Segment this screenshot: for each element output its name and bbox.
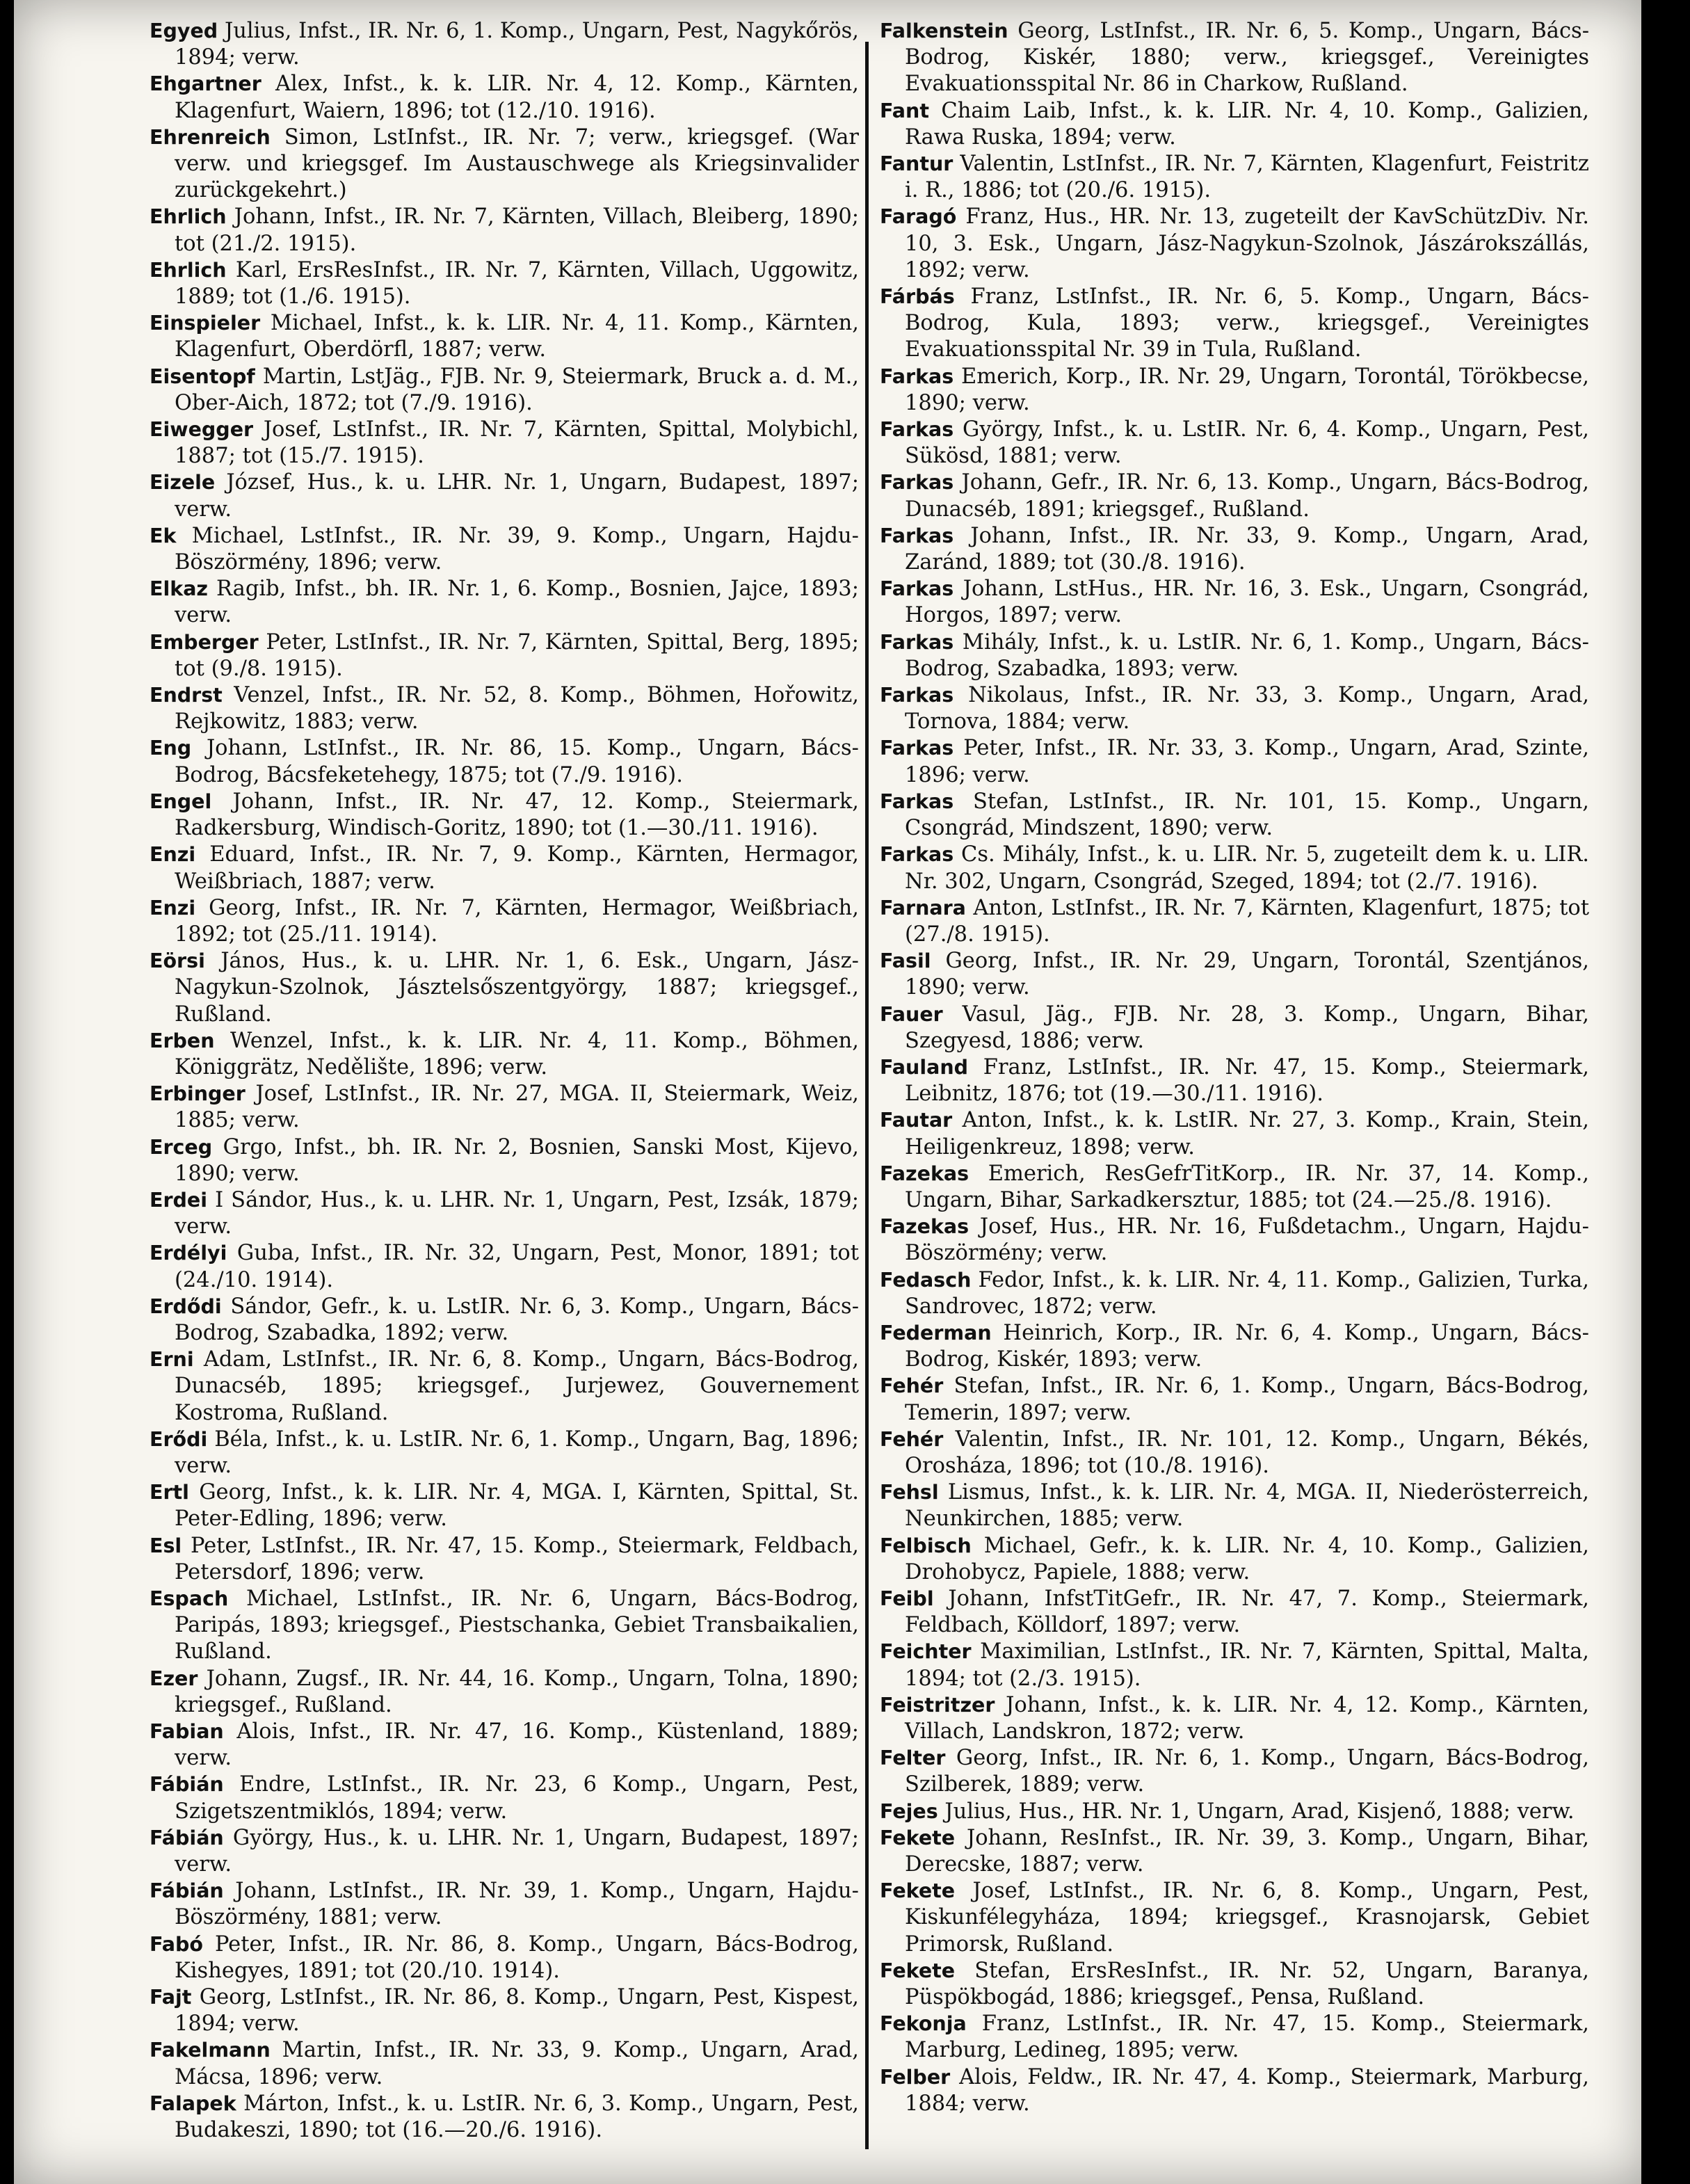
list-entry <box>150 789 859 842</box>
entry-surname: Fekonja <box>880 2012 967 2036</box>
list-entry <box>150 1719 859 1772</box>
entry-details: Franz, LstInfst., IR. Nr. 47, 15. Komp., Steiermark, Marburg, Ledineg, 1895; verw. <box>905 2012 1589 2063</box>
entry-details: Johann, Infst., k. k. LIR. Nr. 4, 12. Komp., Kärnten, Villach, Landskron, 1872; verw. <box>905 1692 1590 1744</box>
entry-surname: Fábián <box>150 1879 224 1903</box>
entry-details: Josef, LstInfst., IR. Nr. 6, 8. Komp., Ungarn, Pest, Kiskunfélegyháza, 1894; kriegsgef., Krasnojarsk, Gebiet Primorsk, Rußland. <box>905 1879 1589 1957</box>
entry-surname: Feichter <box>880 1640 972 1664</box>
list-entry <box>150 417 859 469</box>
entry-details: Johann, Infst., IR. Nr. 33, 9. Komp., Ungarn, Arad, Zaránd, 1889; tot (30./8. 1916). <box>905 523 1590 575</box>
list-entry <box>150 1533 859 1586</box>
entry-details: Johann, InfstTitGefr., IR. Nr. 47, 7. Komp., Steiermark, Feldbach, Kölldorf, 1897; verw. <box>905 1586 1589 1638</box>
entry-details: Franz, LstInfst., IR. Nr. 47, 15. Komp., Steiermark, Leibnitz, 1876; tot (19.—30./11. 1916). <box>905 1054 1589 1107</box>
entry-details: Guba, Infst., IR. Nr. 32, Ungarn, Pest, Monor, 1891; tot (24./10. 1914). <box>175 1241 860 1292</box>
entry-details: Heinrich, Korp., IR. Nr. 6, 4. Komp., Ungarn, Bács-Bodrog, Kiskér, 1893; verw. <box>905 1320 1589 1372</box>
list-entry <box>150 1825 859 1878</box>
entry-surname: Farkas <box>880 418 954 442</box>
entry-surname: Farkas <box>880 789 954 813</box>
entry-details: Johann, Infst., IR. Nr. 7, Kärnten, Villach, Bleiberg, 1890; tot (21./2. 1915). <box>175 204 859 256</box>
entry-surname: Feibl <box>880 1587 934 1610</box>
list-entry <box>150 1081 859 1134</box>
list-entry <box>150 1347 859 1427</box>
entry-details: Valentin, Infst., IR. Nr. 101, 12. Komp., Ungarn, Békés, Orosháza, 1896; tot (10./8. 1916). <box>905 1427 1590 1478</box>
entry-surname: Fabian <box>150 1720 224 1743</box>
entry-details: Georg, Infst., IR. Nr. 29, Ungarn, Torontál, Szentjános, 1890; verw. <box>905 949 1589 1000</box>
entry-surname: Erődi <box>150 1427 208 1451</box>
entry-details: György, Hus., k. u. LHR. Nr. 1, Ungarn, Budapest, 1897; verw. <box>175 1825 859 1877</box>
entry-details: Johann, ResInfst., IR. Nr. 39, 3. Komp., Ungarn, Bihar, Derecske, 1887; verw. <box>905 1825 1589 1877</box>
entry-surname: Fauland <box>880 1055 969 1079</box>
list-entry <box>150 576 859 629</box>
entry-surname: Farkas <box>880 737 954 760</box>
entry-surname: Farkas <box>880 524 954 547</box>
entry-details: Endre, LstInfst., IR. Nr. 23, 6 Komp., Ungarn, Pest, Szigetszentmiklós, 1894; verw. <box>175 1772 859 1824</box>
entry-details: Peter, Infst., IR. Nr. 86, 8. Komp., Ungarn, Bács-Bodrog, Kishegyes, 1891; tot (20./10. 1914). <box>175 1932 859 1983</box>
list-entry <box>150 1772 859 1824</box>
list-entry <box>150 469 859 522</box>
entry-details: Adam, LstInfst., IR. Nr. 6, 8. Komp., Ungarn, Bács-Bodrog, Dunacséb, 1895; kriegsgef., Jurjewez, Gouvernement Kostroma, Rußland. <box>175 1347 860 1425</box>
entry-surname: Fehér <box>880 1374 944 1398</box>
list-entry <box>880 2064 1589 2117</box>
list-entry <box>150 1586 859 1666</box>
entry-details: Stefan, Infst., IR. Nr. 6, 1. Komp., Ungarn, Bács-Bodrog, Temerin, 1897; verw. <box>905 1374 1589 1425</box>
entry-details: Georg, Infst., IR. Nr. 6, 1. Komp., Ungarn, Bács-Bodrog, Szilberek, 1889; verw. <box>905 1746 1590 1797</box>
entry-surname: Fantur <box>880 152 953 176</box>
entry-surname: Fábián <box>150 1826 224 1849</box>
entry-details: Georg, LstInfst., IR. Nr. 86, 8. Komp., Ungarn, Pest, Kispest, 1894; verw. <box>175 1985 860 2037</box>
entry-details: Johann, Gefr., IR. Nr. 6, 13. Komp., Ungarn, Bács-Bodrog, Dunacséb, 1891; kriegsgef., Rußland. <box>905 470 1589 522</box>
entry-details: Franz, LstInfst., IR. Nr. 6, 5. Komp., Ungarn, Bács-Bodrog, Kula, 1893; verw., kriegsgef., Vereinigtes Evakuationsspital Nr. 39 in Tula, Rußland. <box>905 284 1589 362</box>
entry-details: Simon, LstInfst., IR. Nr. 7; verw., kriegsgef. (War verw. und kriegsgef. Im Austauschwege als Kriegsinvalider zurückgekehrt.) <box>175 125 859 203</box>
list-entry <box>880 682 1589 735</box>
entry-surname: Ehrlich <box>150 258 227 282</box>
entry-surname: Ehrenreich <box>150 125 271 149</box>
list-entry <box>150 1134 859 1187</box>
entry-surname: Fehér <box>880 1427 944 1451</box>
entry-details: Georg, Infst., k. k. LIR. Nr. 4, MGA. I, Kärnten, Spittal, St. Peter-Edling, 1896; verw. <box>175 1480 859 1532</box>
entry-surname: Faragó <box>880 205 957 229</box>
list-entry <box>150 523 859 576</box>
entry-details: Peter, LstInfst., IR. Nr. 7, Kärnten, Spittal, Berg, 1895; tot (9./8. 1915). <box>175 629 860 681</box>
entry-details: Ragib, Infst., bh. IR. Nr. 1, 6. Komp., Bosnien, Jajce, 1893; verw. <box>175 577 859 628</box>
entry-surname: Erdei <box>150 1188 208 1212</box>
entry-details: György, Infst., k. u. LstIR. Nr. 6, 4. Komp., Ungarn, Pest, Sükösd, 1881; verw. <box>905 417 1589 469</box>
entry-surname: Eiwegger <box>150 418 254 442</box>
list-entry <box>880 151 1589 204</box>
entry-details: Cs. Mihály, Infst., k. u. LIR. Nr. 5, zugeteilt dem k. u. LIR. Nr. 302, Ungarn, Csongrád, Szeged, 1894; tot (2./7. 1916). <box>905 842 1590 894</box>
entry-details: Fedor, Infst., k. k. LIR. Nr. 4, 11. Komp., Galizien, Turka, Sandrovec, 1872; verw. <box>905 1267 1589 1319</box>
entry-surname: Elkaz <box>150 577 209 601</box>
left-column <box>150 18 859 2144</box>
entry-surname: Eisentopf <box>150 364 255 388</box>
entry-details: Stefan, ErsResInfst., IR. Nr. 52, Ungarn, Baranya, Püspökbogád, 1886; kriegsgef., Pensa, Rußland. <box>905 1958 1589 2010</box>
list-entry <box>880 735 1589 788</box>
entry-details: Maximilian, LstInfst., IR. Nr. 7, Kärnten, Spittal, Malta, 1894; tot (2./3. 1915). <box>905 1639 1589 1691</box>
list-entry <box>880 1878 1589 1958</box>
entry-surname: Fabó <box>150 1932 204 1956</box>
entry-surname: Felbisch <box>880 1534 972 1557</box>
entry-details: Karl, ErsResInfst., IR. Nr. 7, Kärnten, Villach, Uggowitz, 1889; tot (1./6. 1915). <box>175 257 860 310</box>
entry-surname: Endrst <box>150 684 223 707</box>
entry-surname: Fazekas <box>880 1215 969 1239</box>
entry-surname: Farkas <box>880 471 954 495</box>
list-entry <box>880 1267 1589 1320</box>
entry-details: Michael, Infst., k. k. LIR. Nr. 4, 11. Komp., Kärnten, Klagenfurt, Oberdörfl, 1887; verw. <box>175 311 859 362</box>
list-entry <box>150 1932 859 1984</box>
entry-surname: Fasil <box>880 949 931 973</box>
entry-details: Josef, LstInfst., IR. Nr. 27, MGA. II, Steiermark, Weiz, 1885; verw. <box>175 1082 860 1133</box>
entry-details: Anton, LstInfst., IR. Nr. 7, Kärnten, Klagenfurt, 1875; tot (27./8. 1915). <box>905 895 1589 947</box>
entry-surname: Fekete <box>880 1959 956 1982</box>
list-entry <box>150 1984 859 2037</box>
entry-details: Michael, LstInfst., IR. Nr. 6, Ungarn, Bács-Bodrog, Paripás, 1893; kriegsgef., Piestschanka, Gebiet Transbaikalien, Rußland. <box>175 1586 859 1664</box>
list-entry <box>880 1373 1589 1426</box>
entry-details: Eduard, Infst., IR. Nr. 7, 9. Komp., Kärnten, Hermagor, Weißbriach, 1887; verw. <box>175 842 859 894</box>
entry-details: Peter, Infst., IR. Nr. 33, 3. Komp., Ungarn, Arad, Szinte, 1896; verw. <box>905 736 1589 787</box>
list-entry <box>880 98 1589 151</box>
entry-surname: Esl <box>150 1534 182 1557</box>
entry-surname: Einspieler <box>150 312 261 335</box>
entry-details: Julius, Hus., HR. Nr. 1, Ungarn, Arad, Kisjenő, 1888; verw. <box>944 1799 1575 1824</box>
list-entry <box>880 1002 1589 1054</box>
list-entry <box>880 1825 1589 1878</box>
entry-surname: Fejes <box>880 1799 938 1823</box>
entry-details: Michael, LstInfst., IR. Nr. 39, 9. Komp., Ungarn, Hajdu-Böszörmény, 1896; verw. <box>175 523 859 575</box>
entry-details: Wenzel, Infst., k. k. LIR. Nr. 4, 11. Komp., Böhmen, Königgrätz, Nedělište, 1896; verw. <box>175 1028 859 1079</box>
entry-surname: Farnara <box>880 896 966 920</box>
entry-details: Michael, Gefr., k. k. LIR. Nr. 4, 10. Komp., Galizien, Drohobycz, Papiele, 1888; verw. <box>905 1533 1589 1584</box>
list-entry <box>150 71 859 124</box>
entry-details: János, Hus., k. u. LHR. Nr. 1, 6. Esk., Ungarn, Jász-Nagykun-Szolnok, Jásztelsőszentgyörgy, 1887; kriegsgef., Rußland. <box>175 949 859 1027</box>
entry-surname: Erceg <box>150 1135 213 1159</box>
right-column <box>880 18 1589 2117</box>
list-entry <box>150 735 859 788</box>
entry-surname: Federman <box>880 1321 992 1344</box>
entry-details: Sándor, Gefr., k. u. LstIR. Nr. 6, 3. Komp., Ungarn, Bács-Bodrog, Szabadka, 1892; verw. <box>175 1294 859 1345</box>
entry-surname: Eörsi <box>150 949 205 973</box>
list-entry <box>880 1214 1589 1267</box>
entry-details: Alois, Feldw., IR. Nr. 47, 4. Komp., Steiermark, Marburg, 1884; verw. <box>905 2064 1589 2116</box>
entry-details: Grgo, Infst., bh. IR. Nr. 2, Bosnien, Sanski Most, Kijevo, 1890; verw. <box>175 1134 860 1186</box>
list-entry <box>150 1294 859 1347</box>
list-entry <box>150 2091 859 2144</box>
list-entry <box>150 204 859 257</box>
list-entry <box>880 842 1589 894</box>
column-divider <box>865 42 869 2149</box>
entry-surname: Fekete <box>880 1826 956 1849</box>
entry-surname: Farkas <box>880 577 954 601</box>
list-entry <box>150 257 859 310</box>
entry-surname: Fehsl <box>880 1481 939 1504</box>
list-entry <box>150 629 859 682</box>
entry-details: Franz, Hus., HR. Nr. 13, zugeteilt der KavSchützDiv. Nr. 10, 3. Esk., Ungarn, Jász-Nagykun-Szolnok, Jászárokszállás, 1892; verw. <box>905 204 1589 282</box>
list-entry <box>150 948 859 1028</box>
entry-surname: Egyed <box>150 19 218 42</box>
list-entry <box>880 948 1589 1001</box>
entry-details: Peter, LstInfst., IR. Nr. 47, 15. Komp., Steiermark, Feldbach, Petersdorf, 1896; verw. <box>175 1533 859 1584</box>
entry-details: Johann, LstHus., HR. Nr. 16, 3. Esk., Ungarn, Csongrád, Horgos, 1897; verw. <box>905 577 1589 628</box>
entry-details: Emerich, ResGefrTitKorp., IR. Nr. 37, 14. Komp., Ungarn, Bihar, Sarkadkersztur, 1885; tot (24.—25./8. 1916). <box>905 1161 1590 1212</box>
entry-surname: Felter <box>880 1747 946 1770</box>
list-entry <box>150 1028 859 1081</box>
entry-surname: Farkas <box>880 843 954 867</box>
entry-surname: Fant <box>880 99 929 122</box>
list-entry <box>150 682 859 735</box>
entry-surname: Ehgartner <box>150 72 261 96</box>
entry-details: Béla, Infst., k. u. LstIR. Nr. 6, 1. Komp., Ungarn, Bag, 1896; verw. <box>175 1427 859 1478</box>
entry-details: Alois, Infst., IR. Nr. 47, 16. Komp., Küstenland, 1889; verw. <box>175 1719 859 1771</box>
entry-surname: Fajt <box>150 1986 192 2009</box>
list-entry <box>150 18 859 71</box>
list-entry <box>880 417 1589 469</box>
entry-surname: Fautar <box>880 1109 953 1132</box>
entry-surname: Espach <box>150 1587 229 1610</box>
list-entry <box>150 1666 859 1719</box>
entry-details: Martin, Infst., IR. Nr. 33, 9. Komp., Ungarn, Arad, Mácsa, 1896; verw. <box>175 2038 859 2089</box>
list-entry <box>150 364 859 417</box>
entry-details: I Sándor, Hus., k. u. LHR. Nr. 1, Ungarn, Pest, Izsák, 1879; verw. <box>175 1187 859 1239</box>
entry-details: Georg, Infst., IR. Nr. 7, Kärnten, Hermagor, Weißbriach, 1892; tot (25./11. 1914). <box>175 895 859 947</box>
list-entry <box>880 1427 1589 1479</box>
entry-surname: Fárbás <box>880 285 955 309</box>
entry-surname: Eizele <box>150 471 216 495</box>
entry-surname: Erni <box>150 1348 194 1372</box>
entry-details: Johann, LstInfst., IR. Nr. 86, 15. Komp., Ungarn, Bács-Bodrog, Bácsfeketehegy, 1875; tot (7./9. 1916). <box>175 736 859 787</box>
list-entry <box>880 629 1589 682</box>
entry-surname: Fábián <box>150 1773 224 1797</box>
entry-surname: Farkas <box>880 684 954 707</box>
list-entry <box>880 1745 1589 1798</box>
list-entry <box>880 204 1589 284</box>
entry-surname: Farkas <box>880 630 954 654</box>
entry-details: Georg, LstInfst., IR. Nr. 6, 5. Komp., Ungarn, Bács-Bodrog, Kiskér, 1880; verw., kriegsgef., Vereinigtes Evakuationsspital Nr. 86 in Charkow, Rußland. <box>905 19 1590 97</box>
entry-details: Márton, Infst., k. u. LstIR. Nr. 6, 3. Komp., Ungarn, Pest, Budakeszi, 1890; tot (16.—20./6. 1916). <box>175 2091 859 2143</box>
list-entry <box>150 1479 859 1532</box>
list-entry <box>150 1427 859 1479</box>
entry-surname: Ezer <box>150 1667 198 1690</box>
list-entry <box>880 18 1589 98</box>
entry-details: Chaim Laib, Infst., k. k. LIR. Nr. 4, 10. Komp., Galizien, Rawa Ruska, 1894; verw. <box>905 98 1589 150</box>
entry-surname: Farkas <box>880 364 954 388</box>
list-entry <box>150 1878 859 1931</box>
list-entry <box>880 576 1589 629</box>
entry-details: Johann, LstInfst., IR. Nr. 39, 1. Komp., Ungarn, Hajdu-Böszörmény, 1881; verw. <box>175 1879 859 1930</box>
list-entry <box>150 125 859 204</box>
document-page <box>14 0 1648 2184</box>
entry-details: Emerich, Korp., IR. Nr. 29, Ungarn, Torontál, Törökbecse, 1890; verw. <box>905 364 1589 415</box>
entry-details: Venzel, Infst., IR. Nr. 52, 8. Komp., Böhmen, Hořowitz, Rejkowitz, 1883; verw. <box>175 683 859 734</box>
entry-surname: Felber <box>880 2065 951 2089</box>
list-entry <box>880 1692 1589 1745</box>
list-entry <box>150 895 859 948</box>
entry-details: Nikolaus, Infst., IR. Nr. 33, 3. Komp., Ungarn, Arad, Tornova, 1884; verw. <box>905 683 1589 734</box>
list-entry <box>880 1320 1589 1373</box>
entry-surname: Emberger <box>150 630 259 654</box>
entry-surname: Falkenstein <box>880 19 1008 42</box>
entry-surname: Feistritzer <box>880 1693 995 1717</box>
entry-details: Martin, LstJäg., FJB. Nr. 9, Steiermark, Bruck a. d. M., Ober-Aich, 1872; tot (7./9. 1916). <box>175 364 859 415</box>
entry-surname: Erdődi <box>150 1294 222 1318</box>
entry-surname: Fekete <box>880 1879 956 1903</box>
entry-surname: Fazekas <box>880 1162 969 1185</box>
list-entry <box>880 895 1589 948</box>
list-entry <box>880 1533 1589 1586</box>
entry-surname: Falapek <box>150 2091 236 2115</box>
list-entry <box>880 1054 1589 1107</box>
entry-details: Julius, Infst., IR. Nr. 6, 1. Komp., Ungarn, Pest, Nagykőrös, 1894; verw. <box>175 19 859 70</box>
entry-surname: Ehrlich <box>150 205 227 229</box>
entry-surname: Engel <box>150 789 212 813</box>
entry-details: József, Hus., k. u. LHR. Nr. 1, Ungarn, Budapest, 1897; verw. <box>175 470 859 522</box>
entry-details: Alex, Infst., k. k. LIR. Nr. 4, 12. Komp., Kärnten, Klagenfurt, Waiern, 1896; tot (12./10. 1916). <box>175 72 860 123</box>
entry-surname: Fauer <box>880 1002 943 1026</box>
list-entry <box>880 364 1589 417</box>
list-entry <box>880 789 1589 842</box>
entry-details: Vasul, Jäg., FJB. Nr. 28, 3. Komp., Ungarn, Bihar, Szegyesd, 1886; verw. <box>905 1002 1589 1053</box>
entry-details: Josef, Hus., HR. Nr. 16, Fußdetachm., Ungarn, Hajdu-Böszörmény; verw. <box>905 1214 1589 1266</box>
list-entry <box>150 842 859 894</box>
entry-surname: Ertl <box>150 1481 189 1504</box>
entry-details: Valentin, LstInfst., IR. Nr. 7, Kärnten, Klagenfurt, Feistritz i. R., 1886; tot (20./6. 1915). <box>905 152 1590 203</box>
entry-surname: Enzi <box>150 843 196 867</box>
list-entry <box>880 1107 1589 1160</box>
entry-surname: Erben <box>150 1029 215 1052</box>
entry-details: Josef, LstInfst., IR. Nr. 7, Kärnten, Spittal, Molybichl, 1887; tot (15./7. 1915). <box>175 417 859 469</box>
entry-surname: Ek <box>150 524 177 547</box>
entry-surname: Erdélyi <box>150 1242 227 1265</box>
entry-details: Johann, Infst., IR. Nr. 47, 12. Komp., Steiermark, Radkersburg, Windisch-Goritz, 1890; tot (1.—30./11. 1916). <box>175 789 859 841</box>
entry-surname: Erbinger <box>150 1082 246 1106</box>
list-entry <box>880 2011 1589 2064</box>
entry-details: Anton, Infst., k. k. LstIR. Nr. 27, 3. Komp., Krain, Stein, Heiligenkreuz, 1898; verw. <box>905 1108 1589 1159</box>
entry-details: Johann, Zugsf., IR. Nr. 44, 16. Komp., Ungarn, Tolna, 1890; kriegsgef., Rußland. <box>175 1666 859 1717</box>
scan-edge <box>1641 0 1690 2184</box>
entry-surname: Enzi <box>150 896 196 920</box>
entry-surname: Fakelmann <box>150 2039 271 2062</box>
list-entry <box>150 1240 859 1293</box>
list-entry <box>880 1479 1589 1532</box>
list-entry <box>880 1958 1589 2011</box>
entry-details: Stefan, LstInfst., IR. Nr. 101, 15. Komp., Ungarn, Csongrád, Mindszent, 1890; verw. <box>905 789 1589 841</box>
entry-surname: Eng <box>150 737 192 760</box>
list-entry <box>150 310 859 363</box>
list-entry <box>880 1586 1589 1639</box>
list-entry <box>880 284 1589 364</box>
entry-surname: Fedasch <box>880 1268 972 1292</box>
entry-details: Lismus, Infst., k. k. LIR. Nr. 4, MGA. II, Niederösterreich, Neunkirchen, 1885; verw. <box>905 1480 1589 1532</box>
list-entry <box>150 1187 859 1240</box>
list-entry <box>880 1639 1589 1692</box>
list-entry <box>880 523 1589 576</box>
list-entry <box>880 1799 1589 1825</box>
list-entry <box>880 469 1589 522</box>
list-entry <box>880 1161 1589 1214</box>
list-entry <box>150 2037 859 2090</box>
entry-details: Mihály, Infst., k. u. LstIR. Nr. 6, 1. Komp., Ungarn, Bács-Bodrog, Szabadka, 1893; verw. <box>905 629 1589 681</box>
